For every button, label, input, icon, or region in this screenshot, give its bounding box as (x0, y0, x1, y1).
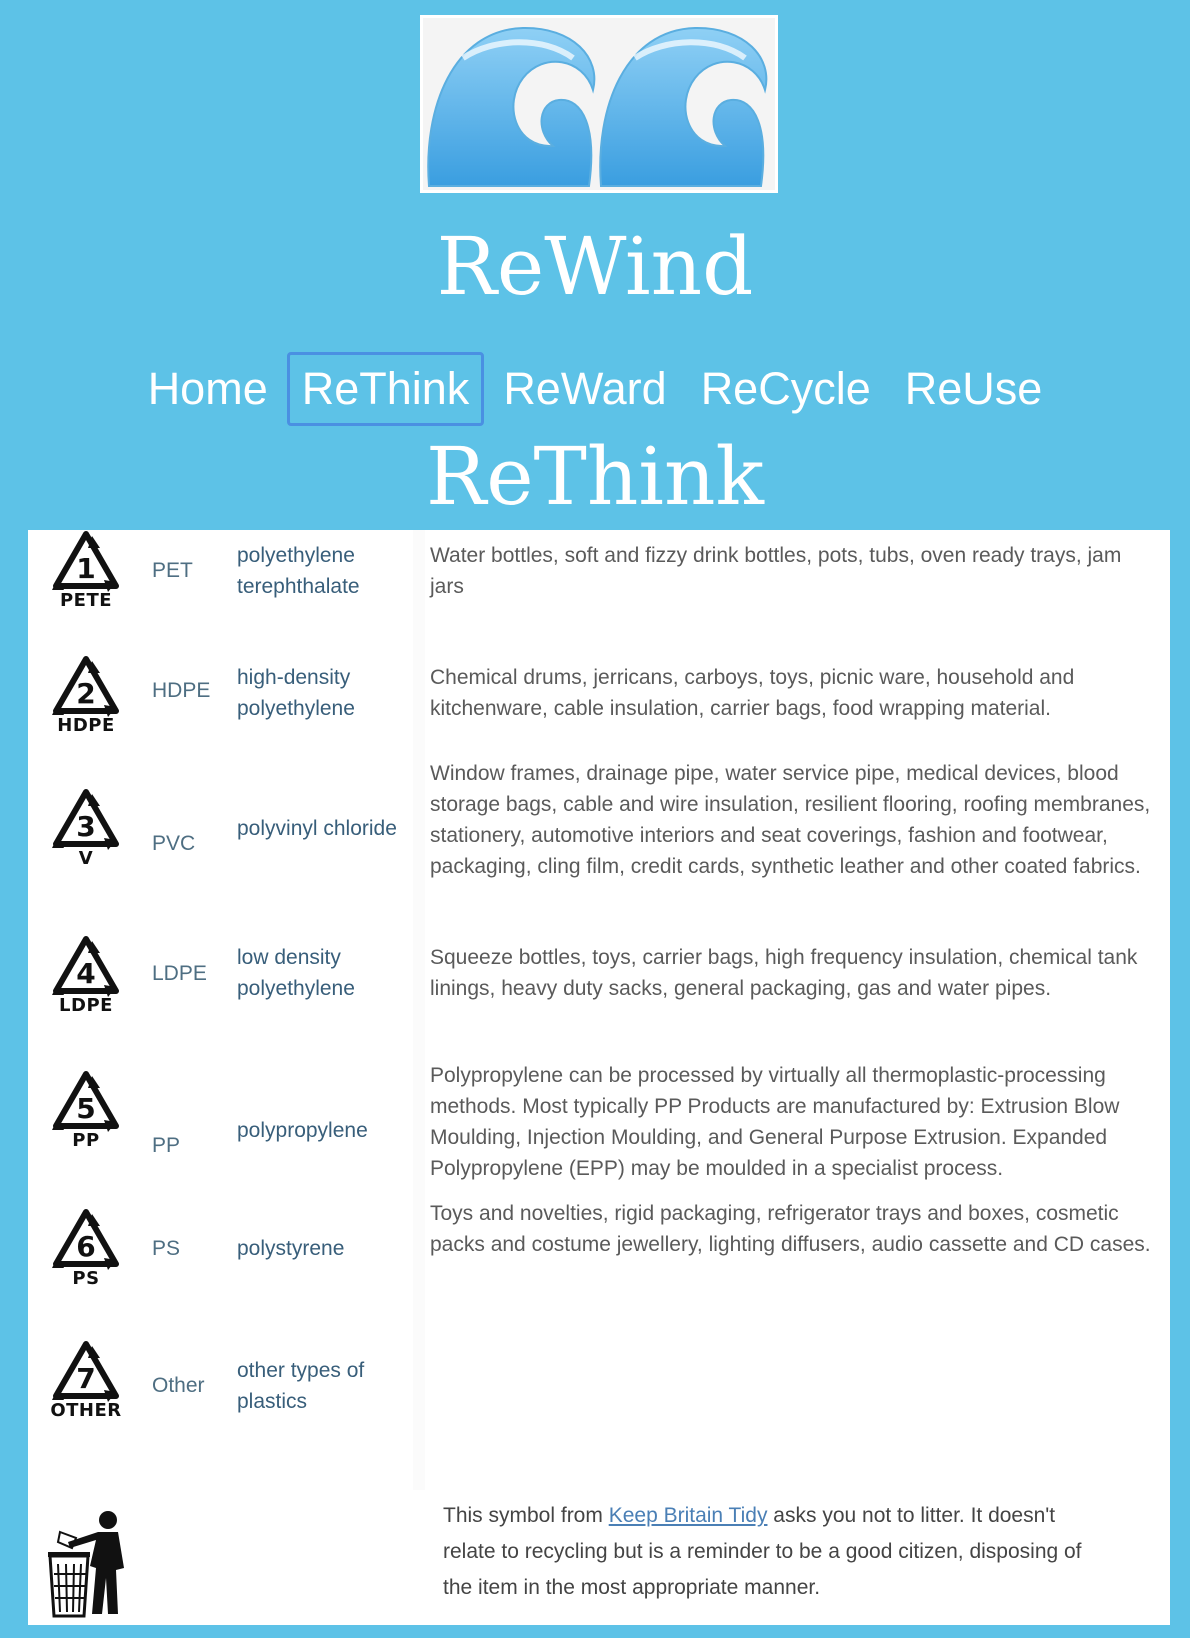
table-row (28, 530, 1170, 630)
plastic-uses: Polypropylene can be processed by virtually all thermoplastic-processing methods. Most typically PP Products are manufactured by: Extrusion Blow Moulding, Injection Moulding, and General Purpose Extrusion. Expanded Polypropylene (EPP) may be moulded in a specialist process. (430, 1064, 1120, 1180)
svg-text:7: 7 (76, 1362, 96, 1395)
keep-britain-tidy-link[interactable]: Keep Britain Tidy (608, 1504, 768, 1527)
plastic-uses: Toys and novelties, rigid packaging, refrigerator trays and boxes, cosmetic packs and costume jewellery, lighting diffusers, audio cassette and CD cases. (430, 1202, 1151, 1256)
resin-code-label: OTHER (50, 1400, 122, 1421)
plastic-abbr: PVC (152, 832, 196, 855)
plastic-name: other types of plastics (237, 1359, 365, 1413)
plastic-name: polypropylene (237, 1119, 368, 1142)
resin-code-3-icon (36, 788, 136, 869)
plastic-abbr: PS (152, 1237, 181, 1260)
resin-code-6-icon (36, 1208, 136, 1289)
plastic-abbr: PP (152, 1134, 181, 1157)
table-row (28, 930, 1170, 1040)
plastic-uses: Squeeze bottles, toys, carrier bags, high frequency insulation, chemical tank linings, heavy duty sacks, general packaging, gas and water pipes. (430, 946, 1138, 1000)
plastic-abbr: PET (152, 559, 193, 582)
resin-code-4-icon (36, 935, 136, 1016)
plastic-uses: Window frames, drainage pipe, water service pipe, medical devices, blood storage bags, cable and wire insulation, resilient flooring, roofing membranes, stationery, automotive interiors and seat coverings, fashion and footwear, packaging, cling film, credit cards, synthetic leather and other coated fabrics. (430, 762, 1151, 878)
plastic-name: high-density polyethylene (237, 666, 355, 720)
svg-text:1: 1 (76, 552, 96, 585)
plastic-name: polyethylene terephthalate (237, 544, 360, 598)
table-row (28, 1198, 1170, 1308)
resin-code-5-icon (36, 1070, 136, 1151)
litter-suffix: asks you not to litter. It doesn't relate to recycling but is a reminder to be a good citizen, disposing of the item in the most appropriate manner. (443, 1504, 1082, 1599)
plastic-name: low density polyethylene (237, 946, 355, 1000)
svg-text:6: 6 (76, 1230, 96, 1263)
nav-item-rethink[interactable]: ReThink (287, 352, 485, 426)
table-row (28, 650, 1170, 760)
nav-item-recycle[interactable]: ReCycle (700, 363, 871, 414)
site-logo[interactable] (420, 15, 778, 193)
resin-code-7-icon (36, 1340, 136, 1421)
plastic-abbr: HDPE (152, 679, 211, 702)
plastic-uses: Chemical drums, jerricans, carboys, toys, picnic ware, household and kitchenware, cable insulation, carrier bags, food wrapping material. (430, 666, 1075, 720)
main-nav (0, 352, 1190, 426)
table-row (28, 1060, 1170, 1180)
plastics-table (28, 530, 1170, 1625)
resin-code-label: PETE (59, 590, 113, 611)
litter-prefix: This symbol from (443, 1504, 609, 1527)
page-title: ReThink (425, 430, 765, 523)
plastic-name: polystyrene (237, 1237, 345, 1260)
nav-item-home[interactable]: Home (147, 363, 268, 414)
svg-text:5: 5 (76, 1092, 96, 1125)
svg-text:2: 2 (76, 677, 96, 710)
nav-item-reward[interactable]: ReWard (503, 363, 667, 414)
table-row (28, 758, 1170, 918)
resin-code-label: HDPE (57, 715, 115, 736)
litter-note (443, 1498, 1113, 1606)
resin-code-label: V (78, 848, 94, 869)
table-row (28, 1330, 1170, 1440)
tidyman-icon (46, 1508, 136, 1622)
plastic-uses: Water bottles, soft and fizzy drink bottles, pots, tubs, oven ready trays, jam jars (430, 544, 1122, 598)
site-title: ReWind (436, 220, 754, 313)
wave-logo-icon (423, 18, 775, 190)
plastic-name: polyvinyl chloride (237, 817, 397, 840)
svg-text:3: 3 (76, 810, 96, 843)
resin-code-label: PP (72, 1130, 100, 1151)
plastic-abbr: Other (152, 1374, 205, 1397)
nav-item-reuse[interactable]: ReUse (904, 363, 1043, 414)
plastic-abbr: LDPE (152, 962, 207, 985)
resin-code-2-icon (36, 655, 136, 736)
resin-code-1-icon (36, 530, 136, 611)
resin-code-label: LDPE (59, 995, 113, 1016)
resin-code-label: PS (72, 1268, 100, 1289)
svg-text:4: 4 (76, 957, 96, 990)
